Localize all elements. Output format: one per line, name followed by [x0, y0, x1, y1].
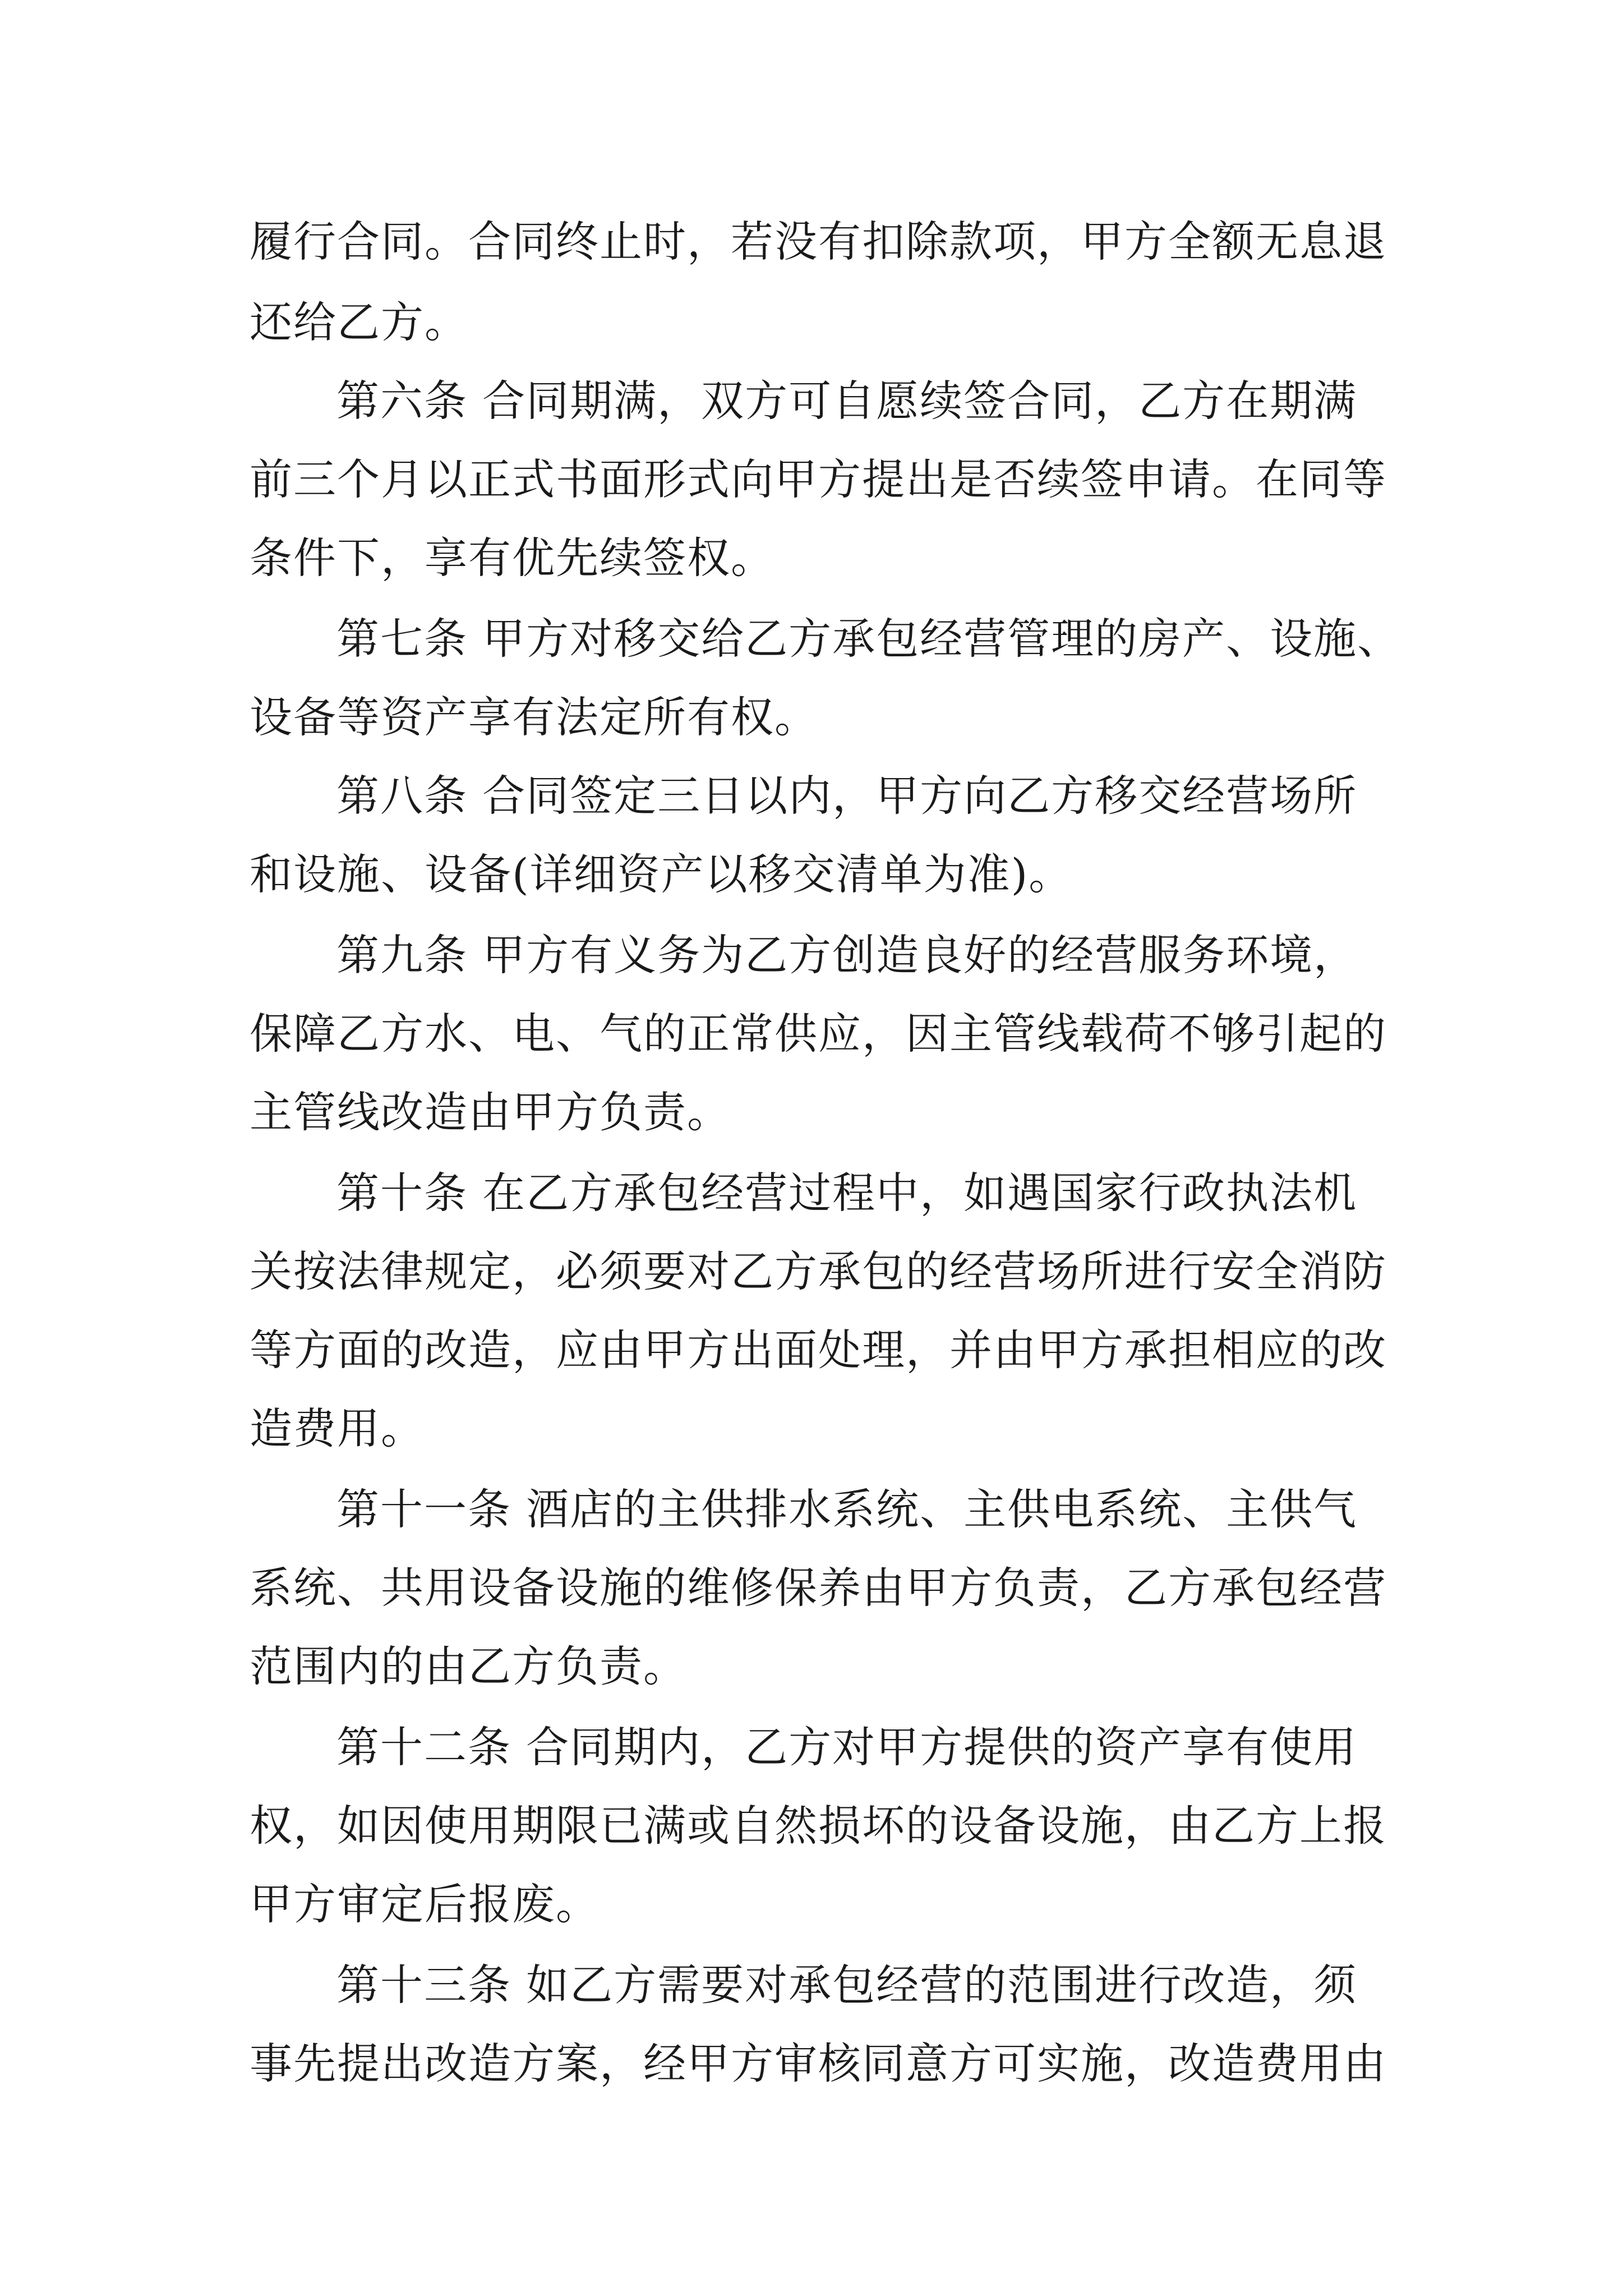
- clause-10-heading-line: 第十条 在乙方承包经营过程中，如遇国家行政执法机: [336, 1168, 1358, 1218]
- clause-11-heading-line: 第十一条 酒店的主供排水系统、主供电系统、主供气: [336, 1484, 1358, 1534]
- text-line: 权，如因使用期限已满或自然损坏的设备设施，由乙方上报: [250, 1801, 1387, 1851]
- clause-8-heading-line: 第八条 合同签定三日以内，甲方向乙方移交经营场所: [336, 771, 1358, 821]
- text-line: 关按法律规定，必须要对乙方承包的经营场所进行安全消防: [250, 1246, 1387, 1296]
- text-line: 甲方审定后报废。: [250, 1879, 600, 1929]
- text-line: 主管线改造由甲方负责。: [250, 1087, 731, 1137]
- clause-7-heading-line: 第七条 甲方对移交给乙方承包经营管理的房产、设施、: [336, 614, 1401, 664]
- text-line: 和设施、设备(详细资产以移交清单为准)。: [250, 849, 1073, 899]
- text-line: 范围内的由乙方负责。: [250, 1641, 687, 1691]
- text-line: 造费用。: [250, 1404, 425, 1453]
- text-line: 设备等资产享有法定所有权。: [250, 692, 818, 742]
- text-line: 履行合同。合同终止时，若没有扣除款项，甲方全额无息退: [250, 217, 1387, 266]
- text-line: 条件下，享有优先续签权。: [250, 533, 774, 583]
- clause-12-heading-line: 第十二条 合同期内，乙方对甲方提供的资产享有使用: [336, 1722, 1358, 1772]
- text-line: 等方面的改造，应由甲方出面处理，并由甲方承担相应的改: [250, 1325, 1387, 1375]
- text-line: 系统、共用设备设施的维修保养由甲方负责，乙方承包经营: [250, 1563, 1387, 1613]
- clause-9-heading-line: 第九条 甲方有义务为乙方创造良好的经营服务环境，: [336, 930, 1358, 980]
- text-line: 前三个月以正式书面形式向甲方提出是否续签申请。在同等: [250, 454, 1387, 504]
- text-line: 还给乙方。: [250, 297, 468, 347]
- text-line: 事先提出改造方案，经甲方审核同意方可实施，改造费用由: [250, 2039, 1387, 2088]
- text-line: 保障乙方水、电、气的正常供应，因主管线载荷不够引起的: [250, 1009, 1387, 1059]
- clause-6-heading-line: 第六条 合同期满，双方可自愿续签合同，乙方在期满: [336, 376, 1358, 426]
- clause-13-heading-line: 第十三条 如乙方需要对承包经营的范围进行改造，须: [336, 1960, 1358, 2010]
